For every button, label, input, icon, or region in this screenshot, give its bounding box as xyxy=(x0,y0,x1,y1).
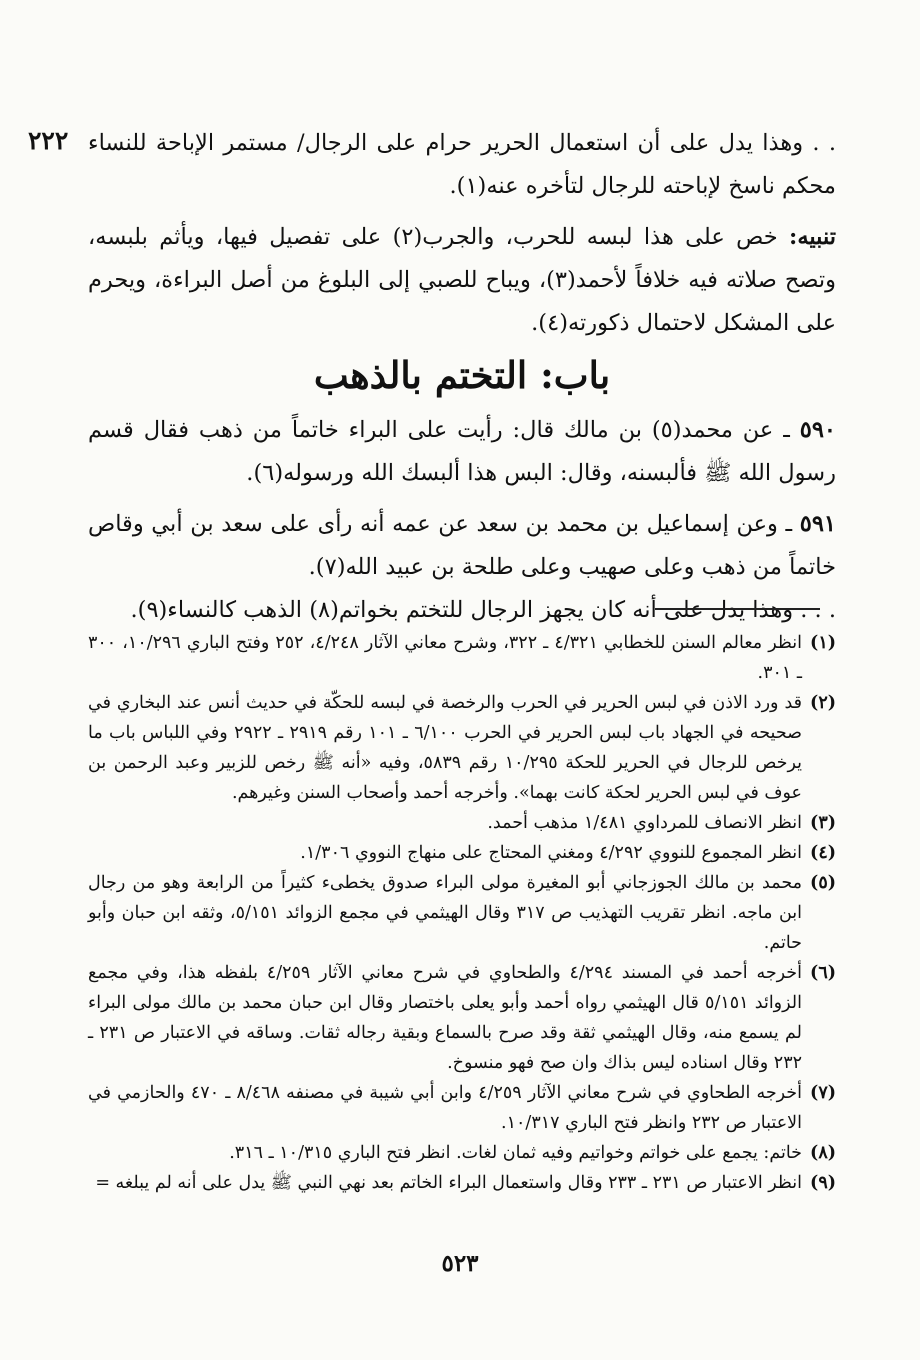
tanbih-label: تنبيه: xyxy=(789,224,837,250)
footnote-text: محمد بن مالك الجوزجاني أبو المغيرة مولى البراء صدوق يخطىء كثيراً من الرابعة وهو من رجال ابن ماجه. انظر تقريب التهذيب ص ٣١٧ وقال الهيثمي في مجمع الزوائد ٥/١٥١، وثقه ابن حبان وأبو حاتم. xyxy=(88,873,802,953)
hadith-591 xyxy=(88,503,836,589)
footnotes xyxy=(88,628,836,1198)
footnote xyxy=(88,868,836,958)
footnote-text: خاتم: يجمع على خواتم وخواتيم وفيه ثمان لغات. انظر فتح الباري ١٠/٣١٥ ـ ٣١٦. xyxy=(229,1143,802,1163)
hadith-591-number: ٥٩١ xyxy=(799,511,836,537)
footnote-text: أخرجه أحمد في المسند ٤/٢٩٤ والطحاوي في شرح معاني الآثار ٤/٢٥٩ بلفظه هذا، وفي مجمع الزوائد ٥/١٥١ قال الهيثمي رواه أحمد وأبو يعلى باختصار وقال ابن حبان محمد بن مالك مولى البراء لم يسمع منه، وقال الهيثمي ثقة وقد صرح بالسماع وبقية رجاله ثقات. وساقه في الاعتبار ص ٢٣١ ـ ٢٣٢ وقال اسناده ليس بذاك وان صح فهو منسوخ. xyxy=(88,963,802,1073)
footnote-text: أخرجه الطحاوي في شرح معاني الآثار ٤/٢٥٩ وابن أبي شيبة في مصنفه ٨/٤٦٨ ـ ٤٧٠ والحازمي في الاعتبار ص ٢٣٢ وانظر فتح الباري ١٠/٣١٧. xyxy=(88,1083,802,1133)
footnote-divider xyxy=(655,608,820,610)
footnote-text: قد ورد الاذن في لبس الحرير في الحرب والرخصة في لبسه للحكّة في حديث أنس عند البخاري في صحيحه في الجهاد باب لبس الحرير في الحرب ٦/١٠٠ ـ ١٠١ رقم ٢٩١٩ ـ ٢٩٢٢ وفي اللباس باب ما يرخص للرجال في الحرير للحكة ١٠/٢٩٥ رقم ٥٨٣٩، وفيه «أنه ﷺ رخص للزبير وعبد الرحمن بن عوف في لبس الحرير لحكة كانت بهما». وأخرجه أحمد وأصحاب السنن وغيرهم. xyxy=(88,693,802,803)
margin-page-number: ٢٢٢ xyxy=(28,126,69,155)
footnote-number: (٩) xyxy=(810,1173,836,1193)
tanbih-continuation: وتصح صلاته فيه خلافاً لأحمد(٣)، ويباح للصبي إلى البلوغ من أصل البراءة، ويحرم على المشكل لاحتمال ذكورته(٤). xyxy=(88,267,836,336)
hadith-590-number: ٥٩٠ xyxy=(799,417,836,443)
footnote xyxy=(88,628,836,688)
page-number: ٥٢٣ xyxy=(441,1250,479,1277)
footnote xyxy=(88,1168,836,1198)
footnote xyxy=(88,838,836,868)
footnote-number: (٨) xyxy=(810,1143,836,1163)
footnote-number: (٧) xyxy=(810,1083,836,1103)
paragraph-tanbih xyxy=(88,216,836,345)
main-text xyxy=(88,122,836,632)
footnote-text: انظر المجموع للنووي ٤/٢٩٢ ومغني المحتاج على منهاج النووي ١/٣٠٦. xyxy=(300,843,802,863)
footnote xyxy=(88,1138,836,1168)
hadith-591-text: ـ وعن إسماعيل بن محمد بن سعد عن عمه أنه رأى على سعد بن أبي وقاص خاتماً من ذهب وعلى صهيب وعلى طلحة بن عبيد الله(٧). xyxy=(88,511,836,580)
hadith-590 xyxy=(88,409,836,495)
paragraph-closing: . . . وهذا يدل على أنه كان يجهز الرجال للتختم بخواتم(٨) الذهب كالنساء(٩). xyxy=(130,597,836,623)
chapter-heading: باب: التختم بالذهب xyxy=(313,353,611,397)
tanbih-text: خص على هذا لبسه للحرب، والجرب(٢) على تفصيل فيها، ويأثم بلبسه، xyxy=(88,224,778,250)
hadith-590-text: ـ عن محمد(٥) بن مالك قال: رأيت على البراء خاتماً من ذهب فقال قسم رسول الله ﷺ فألبسنه، وقال: البس هذا ألبسك الله ورسوله(٦). xyxy=(88,417,836,486)
footnote-number: (٣) xyxy=(810,813,836,833)
footnote-text: انظر الاعتبار ص ٢٣١ ـ ٢٣٣ وقال واستعمال البراء الخاتم بعد نهي النبي ﷺ يدل على أنه لم يبلغه = xyxy=(95,1173,802,1193)
footnote-number: (٥) xyxy=(810,873,836,893)
paragraph-silk-ruling: . . وهذا يدل على أن استعمال الحرير حرام على الرجال/ مستمر الإباحة للنساء محكم ناسخ لإباحته للرجال لتأخره عنه(١). xyxy=(88,130,836,199)
footnote-number: (٦) xyxy=(810,963,836,983)
footnote xyxy=(88,808,836,838)
footnote xyxy=(88,688,836,808)
footnote-number: (١) xyxy=(810,633,836,653)
footnote xyxy=(88,1078,836,1138)
footnote-text: انظر معالم السنن للخطابي ٤/٣٢١ ـ ٣٢٢، وشرح معاني الآثار ٤/٢٤٨، ٢٥٢ وفتح الباري ١٠/٢٩٦، ٣٠٠ ـ ٣٠١. xyxy=(88,633,802,683)
footnote-number: (٢) xyxy=(810,693,836,713)
footnote-text: انظر الانصاف للمرداوي ١/٤٨١ مذهب أحمد. xyxy=(487,813,802,833)
footnote xyxy=(88,958,836,1078)
footnote-number: (٤) xyxy=(810,843,836,863)
